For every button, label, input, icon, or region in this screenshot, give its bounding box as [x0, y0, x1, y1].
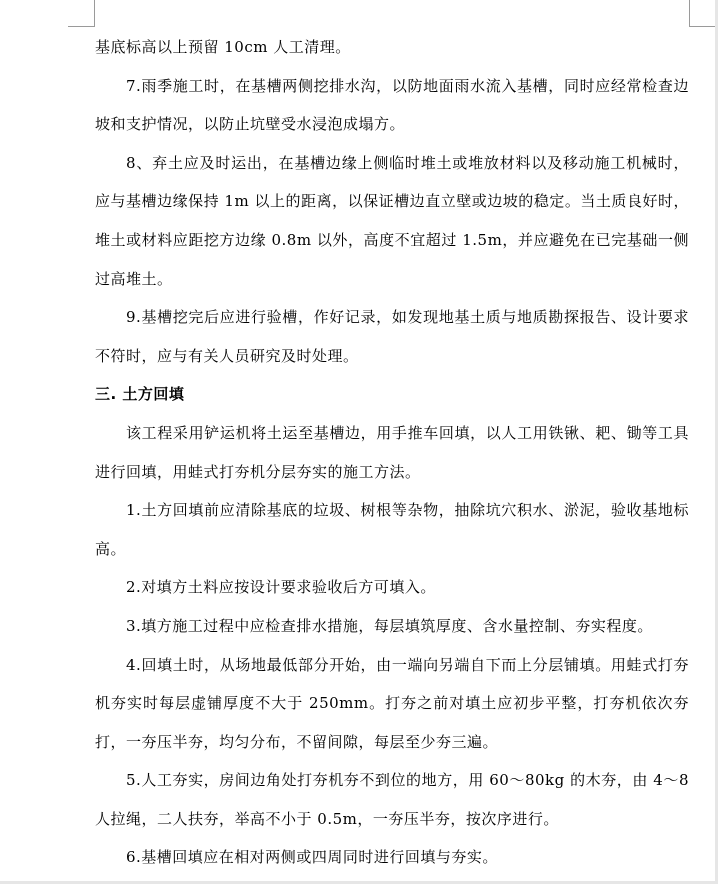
paragraph: 3.填方施工过程中应检查排水措施，每层填筑厚度、含水量控制、夯实程度。	[126, 616, 653, 635]
paragraph: 7.雨季施工时，在基槽两侧挖排水沟，以防地面雨水流入基槽，同时应经常检查边坡和支护情况，以防止坑壁受水浸泡成塌方。	[95, 76, 689, 134]
paragraph: 5.人工夯实，房间边角处打夯机夯不到位的地方，用 60～80kg 的木夯，由 4～8 人拉绳，二人扶夯，举高不小于 0.5m，一夯压半夯，按次序进行。	[95, 771, 689, 828]
paragraph: 6.基槽回填应在相对两侧或四周同时进行回填与夯实。	[126, 848, 498, 867]
margin-corner-mark	[68, 26, 95, 27]
paragraph: 基底标高以上预留 10cm 人工清理。	[95, 38, 351, 56]
section-heading: 三. 土方回填	[95, 385, 185, 404]
paragraph: 1.土方回填前应清除基底的垃圾、树根等杂物，抽除坑穴积水、淤泥，验收基地标高。	[95, 501, 689, 558]
paragraph: 8、弃土应及时运出，在基槽边缘上侧临时堆土或堆放材料以及移动施工机械时，应与基槽边缘保持 1m 以上的距离，以保证槽边直立壁或边坡的稳定。当土质良好时，堆土或材料应距挖方边缘 0.8m 以外，高度不宜超过 1.5m，并应避免在已完基础一侧过高堆土。	[95, 153, 689, 288]
paragraph: 该工程采用铲运机将土运至基槽边，用手推车回填，以人工用铁锹、耙、锄等工具进行回填，用蛙式打夯机分层夯实的施工方法。	[95, 423, 689, 481]
paragraph: 4.回填土时，从场地最低部分开始，由一端向另端自下而上分层铺填。用蛙式打夯机夯实时每层虚铺厚度不大于 250mm。打夯之前对填土应初步平整，打夯机依次夯打，一夯压半夯，均匀分布，不留间隙，每层至少夯三遍。	[95, 655, 689, 751]
margin-corner-mark	[689, 0, 690, 26]
margin-corner-mark	[94, 0, 95, 26]
document-body	[95, 28, 689, 877]
margin-corner-mark	[689, 26, 716, 27]
paragraph: 9.基槽挖完后应进行验槽，作好记录，如发现地基土质与地质勘探报告、设计要求不符时，应与有关人员研究及时处理。	[95, 308, 689, 365]
paragraph: 2.对填方土料应按设计要求验收后方可填入。	[126, 578, 436, 597]
